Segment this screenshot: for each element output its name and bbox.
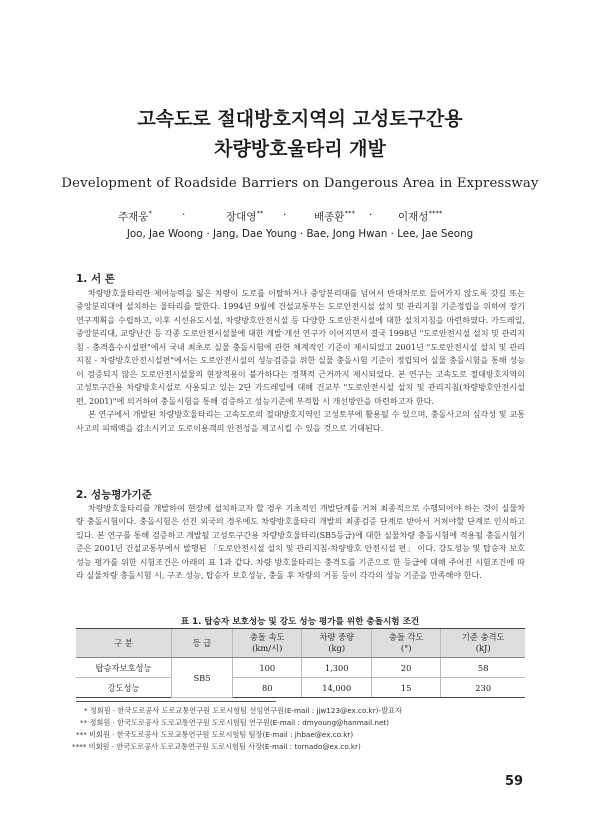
section-heading: 2. 성능평가기준	[76, 489, 152, 501]
author-4: 이재성****	[398, 209, 443, 223]
footnote: *** 비회원 · 한국도로공사 도로교통연구원 도로시험팀 팀장(E-mail : jhbae@ex.co.kr)	[76, 730, 354, 739]
table-cell-grade: SB5	[172, 658, 233, 698]
author-separator: ·	[182, 209, 186, 221]
table-cell: 230	[441, 678, 525, 698]
paper-title-line1: 고속도로 절대방호지역의 고성토구간용	[137, 108, 463, 130]
table-cell: 1,300	[302, 658, 371, 678]
author-1: 주재웅*	[118, 209, 152, 223]
column-header: 충돌 속도 (km/시)	[233, 629, 302, 658]
authors-english: Joo, Jae Woong · Jang, Dae Young · Bae, Jong Hwan · Lee, Jae Seong	[126, 228, 474, 240]
section-body	[76, 502, 525, 583]
paragraph: 차량방호울타리를 개발하여 현장에 설치하고자 할 경우 기초적인 개발단계를 거쳐 최종적으로 수행되어야 하는 것이 실물차량 충돌시험이다. 충돌시험은 선진 외국의 경우에도 차량방호울타리 개발의 최종검증 단계로 받아서 거쳐야할 단계로 인식하고 있다. 본 연구를 통해 검증하고 개발될 고성토구간용 차량방호울타리(SB5등급)에 대한 실물차량 충돌시험에 적용될 충돌시험기준은 2001년 건설교통부에서 발행된 「도로안전시설 설치 및 관리지침-차량방호 안전시설 편」 이다. 강도성능 및 탑승자 보호성능 평가를 위한 시험조건은 아래의 표 1과 같다. 차량 방호울타리는 충격도를 기준으로 한 등급에 대해 주어진 시험조건에 따라 실물차량 충돌시험 시, 구조 성능, 탑승자 보호성능, 충돌 후 차량의 거동 등이 각각의 성능 기준을 만족해야 한다.	[76, 503, 525, 581]
paper-title-line2: 차량방호울타리 개발	[214, 138, 386, 160]
table-cell: 100	[233, 658, 302, 678]
page-number: 59	[505, 774, 524, 789]
column-header: 등 급	[172, 629, 233, 658]
column-header: 기준 충격도 (kJ)	[441, 629, 525, 658]
table-cell: 강도성능	[76, 678, 172, 698]
table-cell: 15	[371, 678, 440, 698]
paragraph: 본 연구에서 개발된 차량방호울타리는 고속도로의 절대방호지역인 고성토부에 활용될 수 있으며, 충돌사고의 심각성 및 교통사고의 피해액을 감소시키고 도로이용객의 안전성을 제고시킬 수 있을 것으로 기대된다.	[76, 409, 525, 433]
table-cell: 14,000	[302, 678, 371, 698]
table-row	[76, 658, 525, 678]
table-header-row	[76, 629, 525, 658]
author-separator: ·	[369, 209, 373, 221]
table-cell: 20	[371, 658, 440, 678]
section-heading: 1. 서 론	[76, 273, 115, 285]
footnote: ** 정회원 · 한국도로공사 도로교통연구원 도로시험팀 연구원(E-mail : dmyoung@hanmail.net)	[80, 718, 390, 727]
crash-test-table	[76, 628, 525, 698]
footnote: * 정회원 · 한국도로공사 도로교통연구원 도로시험팀 선임연구원(E-mail : jjw123@ex.co.kr)-발표자	[84, 706, 402, 715]
table-cell: 58	[441, 658, 525, 678]
table-cell: 80	[233, 678, 302, 698]
author-2: 장대영**	[226, 209, 264, 223]
author-3: 배종환***	[314, 209, 355, 223]
table-row	[76, 678, 525, 698]
column-header: 차량 중량 (kg)	[302, 629, 371, 658]
paragraph: 차량방호울타리란 제어능력을 잃은 차량이 도로를 이탈하거나 중앙분리대를 넘어서 반대차로로 들어가지 않도록 갓길 또는 중앙분리대에 설치하는 울타리를 말한다. 1994년 9월에 건설교통부는 도로안전시설 설치 및 관리지침 기준정립을 위하여 장기 연구계획을 수립하고, 이후 시선유도시설, 차량방호안전시설 등 다양한 도로안전시설에 대한 설치지침을 마련하였다. 가드레일, 중앙분리대, 교량난간 등 각종 도로안전시설물에 대한 개발·개선 연구가 이어지면서 결국 1998년 "도로안전시설 설치 및 관리지침 - 충격흡수시설편"에서 국내 최초로 실물 충돌시험에 관한 체계적인 기준이 제시되었고 2001년 "도로안전시설 설치 및 관리지침 - 차량방호안전시설편"에서는 도로안전시설의 성능검증을 위한 실물 충돌시험 기준이 정립되어 실물 충돌시험을 통해 성능이 검증되지 않은 도로안전시설물의 현장적용이 불가하다는 정책적 근거까지 제시되었다. 본 연구는 고속도로 절대방호지역의 고성토구간용 차량방호시설로 사용되고 있는 2단 가드레일에 대해 건교부 "도로안전시설 설치 및 관리지침(차량방호안전시설편, 2001)"에 의거하여 충돌시험을 통해 검증하고 성능기준에 부적합 시 개선방안을 마련하고자 한다.	[76, 288, 525, 406]
author-separator: ·	[283, 209, 287, 221]
column-header: 구 분	[76, 629, 172, 658]
english-title: Development of Roadside Barriers on Dangerous Area in Expressway	[61, 176, 539, 191]
table-cell: 탑승자보호성능	[76, 658, 172, 678]
section-body	[76, 287, 525, 435]
footnote-rule	[76, 701, 276, 704]
column-header: 충돌 각도 (°)	[371, 629, 440, 658]
table-caption: 표 1. 탑승자 보호성능 및 강도 성능 평가를 위한 충돌시험 조건	[180, 617, 420, 627]
footnote: **** 비회원 · 한국도로공사 도로교통연구원 도로시험팀 사장(E-mail : tornado@ex.co.kr)	[72, 742, 361, 751]
